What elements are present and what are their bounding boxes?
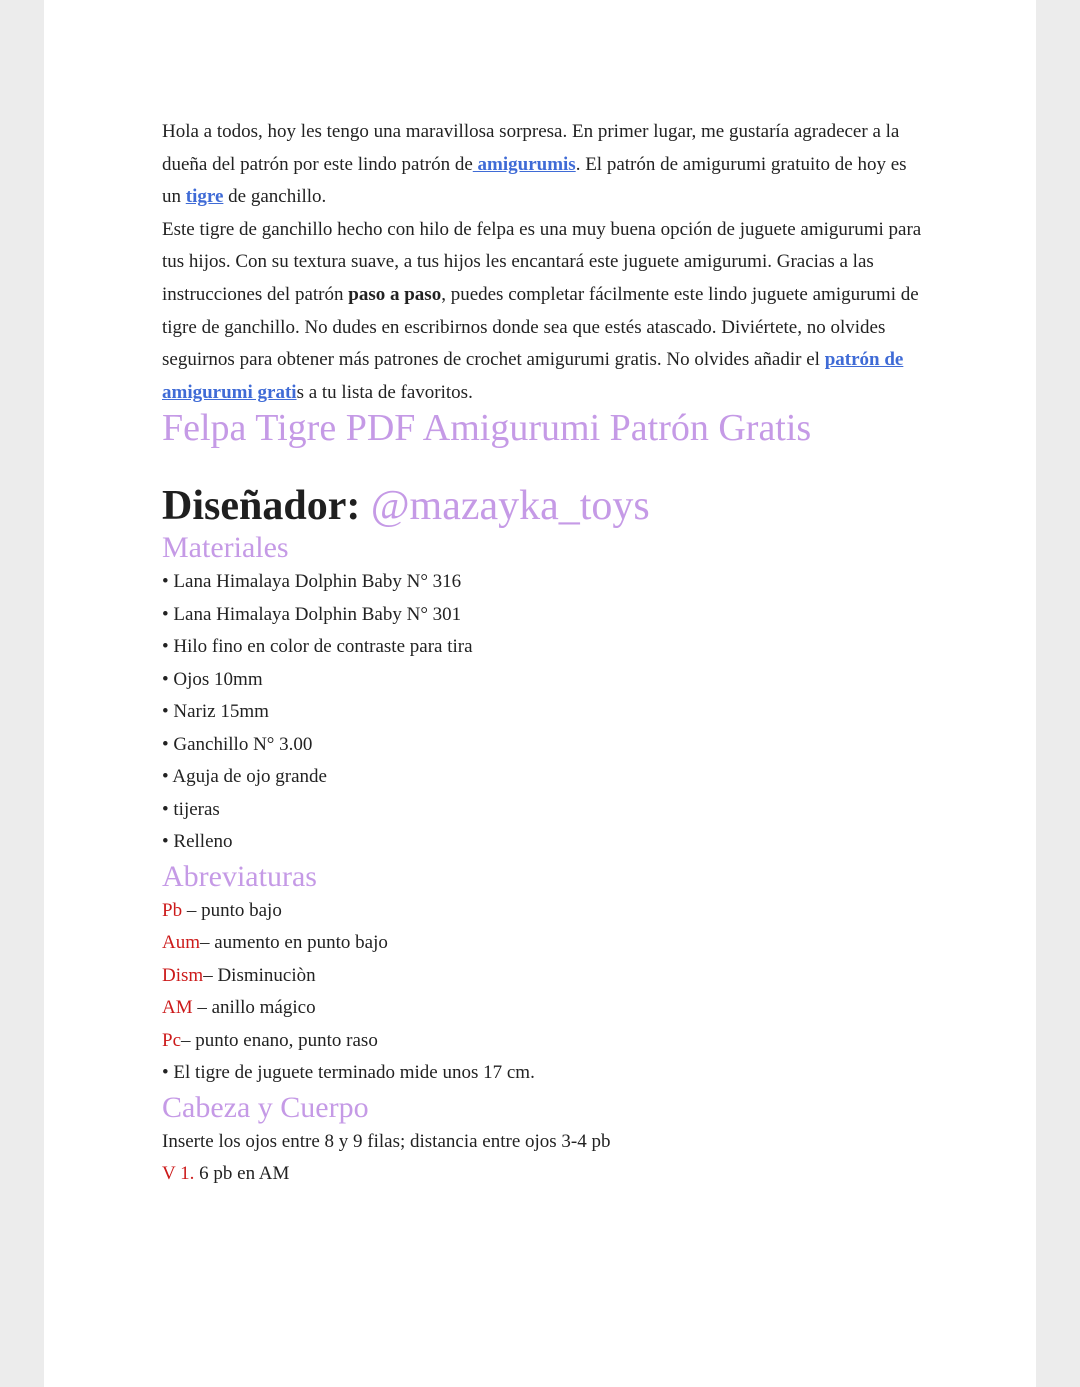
- list-item: • Ganchillo N° 3.00: [162, 733, 313, 755]
- link-free-pattern[interactable]: patrón de amigurumi grati: [162, 349, 904, 403]
- abbreviation-meaning: – aumento en punto bajo: [200, 932, 388, 954]
- designer-handle: @mazayka_toys: [370, 483, 650, 530]
- intro-text: de ganchillo.: [223, 186, 327, 208]
- page-title: Felpa Tigre PDF Amigurumi Patrón Gratis: [162, 407, 812, 450]
- article-content: [162, 116, 922, 1191]
- abbreviations-heading: Abreviaturas: [162, 859, 317, 893]
- intro-text: s a tu lista de favoritos.: [296, 381, 473, 403]
- abbreviation-code: Pb: [162, 899, 183, 921]
- abbreviation-item: [162, 927, 922, 960]
- row-text: 6 pb en AM: [194, 1163, 290, 1185]
- bold-step-by-step: paso a paso: [348, 283, 442, 305]
- abbreviation-meaning: – punto enano, punto raso: [181, 1029, 378, 1051]
- materials-list: [162, 566, 922, 859]
- document-page: [44, 0, 1036, 1387]
- abbreviation-meaning: – punto bajo: [182, 899, 282, 921]
- intro-text: Este tigre de ganchillo hecho con hilo de felpa es una muy buena opción de juguete amigurumi para tus hijos. Con su textura suave, a tus hijos les encantará este juguete amigurumi. Gracias a las instrucciones del patrón: [162, 218, 922, 305]
- abbreviations-list: [162, 895, 922, 1090]
- abbreviation-code: Aum: [162, 932, 200, 954]
- list-item: • Aguja de ojo grande: [162, 766, 327, 788]
- row-label: V 1.: [162, 1163, 195, 1185]
- link-amigurumis[interactable]: amigurumis: [472, 153, 576, 175]
- abbreviation-item: [162, 960, 922, 993]
- eyes-instruction: Inserte los ojos entre 8 y 9 filas; distancia entre ojos 3-4 pb: [162, 1130, 611, 1152]
- abbreviation-item: [162, 992, 922, 1025]
- intro-text: , puedes completar fácilmente este lindo juguete amigurumi de tigre de ganchillo. No dudes en escribirnos donde sea que estés atascado. Diviértete, no olvides seguirnos para obtener más patrones de crochet amigurumi gratis. No olvides añadir el: [162, 283, 919, 371]
- abbreviation-code: AM: [162, 997, 193, 1019]
- materials-heading: Materiales: [162, 531, 289, 565]
- abbreviation-code: Pc: [162, 1029, 181, 1051]
- abbreviation-meaning: – Disminuciòn: [203, 964, 316, 986]
- intro-text: Hola a todos, hoy les tengo una maravillosa sorpresa. En primer lugar, me gustaría agradecer a la dueña del patrón por este lindo patrón de: [162, 121, 900, 175]
- list-item: • Nariz 15mm: [162, 701, 269, 723]
- designer-label: Diseñador:: [162, 483, 371, 530]
- head-body-heading: Cabeza y Cuerpo: [162, 1090, 369, 1124]
- size-note: • El tigre de juguete terminado mide unos 17 cm.: [162, 1062, 535, 1084]
- intro-paragraph-1: [162, 116, 922, 214]
- list-item: • Lana Himalaya Dolphin Baby N° 301: [162, 603, 462, 625]
- intro-paragraph-2: [162, 214, 922, 410]
- list-item: • Lana Himalaya Dolphin Baby N° 316: [162, 571, 462, 593]
- list-item: • tijeras: [162, 798, 220, 820]
- list-item: • Hilo fino en color de contraste para tira: [162, 636, 473, 658]
- abbreviation-meaning: – anillo mágico: [192, 997, 316, 1019]
- row-instruction: [162, 1158, 922, 1191]
- list-item: • Relleno: [162, 831, 233, 853]
- abbreviation-code: Dism: [162, 964, 204, 986]
- designer-heading: [162, 482, 922, 530]
- list-item: • Ojos 10mm: [162, 668, 263, 690]
- intro-text: . El patrón de amigurumi gratuito de hoy es un: [162, 153, 907, 208]
- intro: [162, 116, 922, 409]
- link-tigre[interactable]: tigre: [185, 186, 224, 208]
- abbreviation-item: [162, 1025, 922, 1058]
- abbreviation-item: [162, 895, 922, 928]
